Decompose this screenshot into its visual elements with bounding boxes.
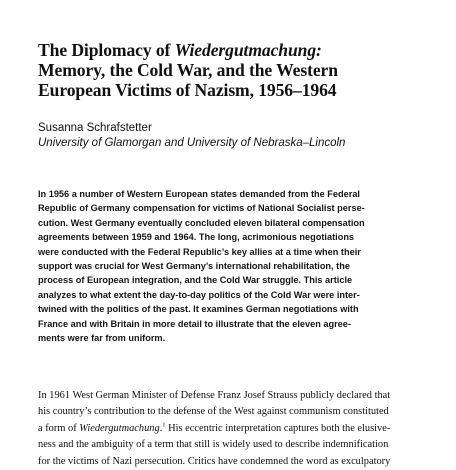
body-italic-term: Wiedergutmachung <box>79 422 160 434</box>
footnote-marker: 1 <box>162 421 166 429</box>
author-name: Susanna Schrafstetter <box>38 122 152 134</box>
abstract-line: cution. West Germany eventually concluded eleven bilateral compensation <box>38 217 365 228</box>
abstract-line: France and with Britain in more detail to illustrate that the eleven agree- <box>38 318 351 329</box>
body-line: his country’s contribution to the defense of the West against communism constituted <box>38 406 389 418</box>
abstract-line: support was crucial for West Germany’s international rehabilitation, the <box>38 261 350 272</box>
body-line-3-period: . <box>159 422 163 434</box>
abstract-line: Republic of Germany compensation for victims of National Socialist perse- <box>38 203 365 214</box>
title-line-1-prefix: The Diplomacy of <box>38 40 175 60</box>
abstract-line: twined with the politics of the past. It examines German negotiations with <box>38 304 359 315</box>
abstract-line: analyzes to what extent the day-to-day politics of the Cold War were inter- <box>38 289 360 300</box>
body-line-3-prefix: a form of <box>38 422 80 434</box>
title-line-3: European Victims of Nazism, 1956–1964 <box>38 80 337 100</box>
author-affiliation: University of Glamorgan and University of Nebraska–Lincoln <box>38 137 346 149</box>
title-line-1 <box>38 40 428 60</box>
body-line: In 1961 West German Minister of Defense Franz Josef Strauss publicly declared that <box>38 390 391 401</box>
abstract-line: ments were far from uniform. <box>38 333 166 344</box>
abstract-line: agreements between 1959 and 1964. The long, acrimonious negotiations <box>38 232 355 243</box>
title-line-2: Memory, the Cold War, and the Western <box>38 60 338 80</box>
body-line: ness and the ambiguity of a term that still is widely used to describe indemnification <box>38 439 389 451</box>
abstract-line: were conducted with the Federal Republic’s key allies at a time when their <box>38 246 361 257</box>
abstract-line: In 1956 a number of Western European states demanded from the Federal <box>38 189 360 199</box>
body-line <box>38 421 438 437</box>
article-title <box>38 40 428 100</box>
abstract-line: process of European integration, and the Cold War struggle. This article <box>38 275 353 286</box>
body-line-3-suffix: His eccentric interpretation captures both the elusive- <box>165 422 391 434</box>
body-line: for the victims of Nazi persecution. Critics have condemned the word as exculpatory <box>38 455 391 467</box>
abstract <box>38 187 430 345</box>
body-paragraph <box>38 388 438 470</box>
title-line-1-italic: Wiedergutmachung: <box>174 40 322 60</box>
